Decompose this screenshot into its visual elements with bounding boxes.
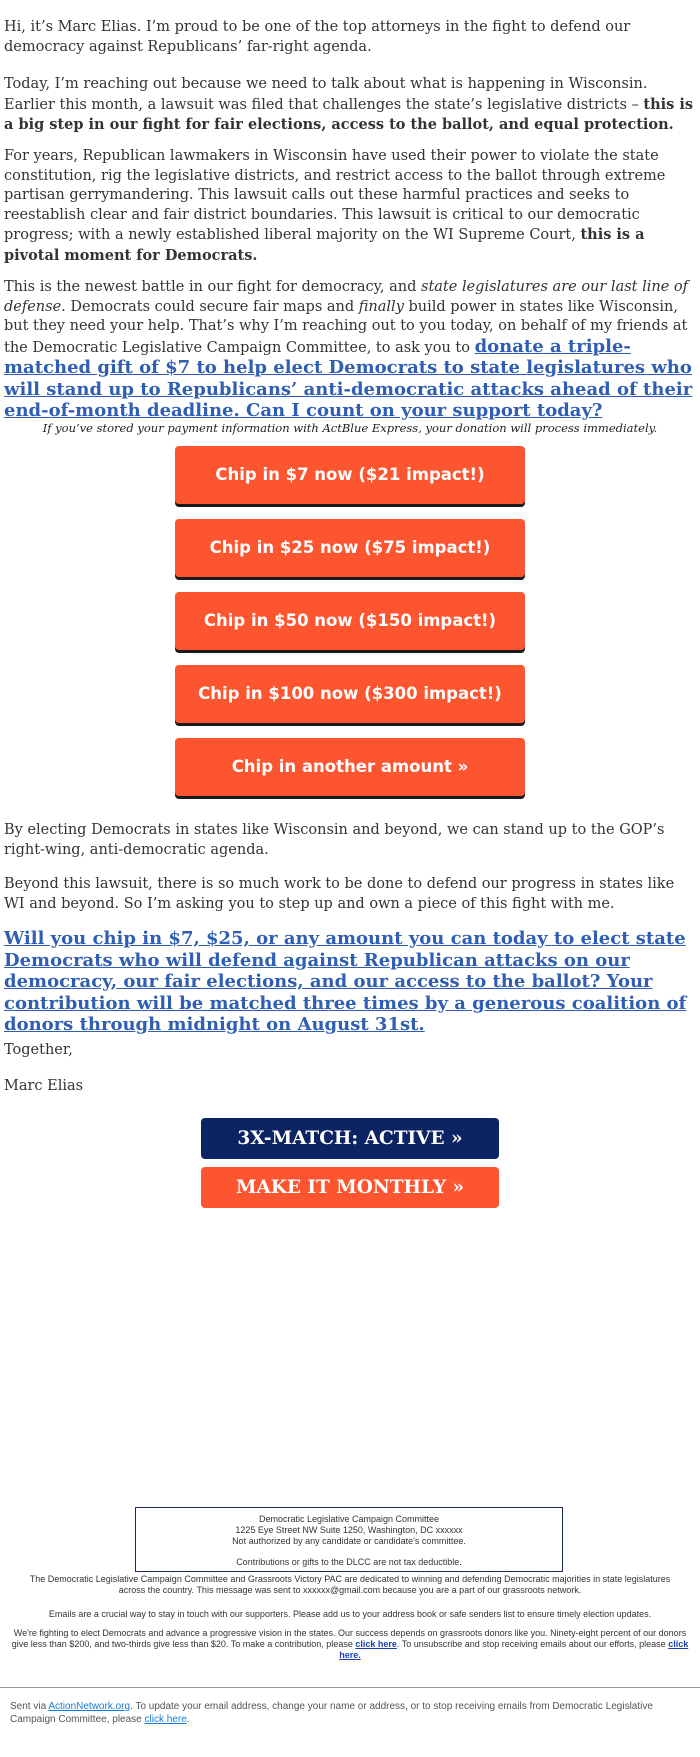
chip-50-button[interactable]: Chip in $50 now ($150 impact!) — [175, 592, 525, 650]
gerrymandering-text: For years, Republican lawmakers in Wisconsin have used their power to violate the state constitution, rig the legislative districts, and restrict access to the ballot through extreme partisan gerrymandering. This lawsuit calls out these harmful practices and seeks to reestablish clear and fair district boundaries. This lawsuit is critical to our democratic progress; with a newly established liberal majority on the WI Supreme Court, — [4, 148, 666, 243]
chip-100-button[interactable]: Chip in $100 now ($300 impact!) — [175, 665, 525, 723]
gerrymandering-paragraph — [4, 147, 694, 266]
sent-via-notice — [10, 1700, 680, 1726]
disclaimer-box — [135, 1507, 563, 1572]
lawsuit-text: Today, I’m reaching out because we need to talk about what is happening in Wisconsin. Earlier this month, a lawsuit was filed that challenges the state’s legislative districts – — [4, 76, 648, 113]
fighting-text: We're fighting to elect Democrats and advance a progressive vision in the states. Our success depends on grassroots donors like you. Ninety-eight percent of our donors give less than $200, and two-thirds give less than $20. To make a contribution, please — [11, 1628, 687, 1649]
last-line-of-defense: state legislatures are our last line of defense — [4, 279, 688, 315]
chip-7-button[interactable]: Chip in $7 now ($21 impact!) — [175, 446, 525, 504]
update-preferences-link[interactable]: click here — [144, 1714, 187, 1725]
mission-statement: The Democratic Legislative Campaign Committee and Grassroots Victory PAC are dedicated to winning and defending Democratic majorities in state legislatures across the country. This message was sent to xxxxxx@gmail.com because you are a part of our grassroots network. — [29, 1574, 671, 1595]
footer-divider — [0, 1687, 700, 1688]
lawsuit-paragraph — [4, 75, 694, 136]
unsubscribe-link[interactable]: click here. — [339, 1639, 689, 1660]
org-name: Democratic Legislative Campaign Committee — [258, 1514, 440, 1524]
closing: Together, — [4, 1042, 73, 1058]
sent-via-text: Sent via — [10, 1701, 49, 1712]
ask-paragraph — [4, 278, 694, 423]
electing-paragraph: By electing Democrats in states like Wisconsin and beyond, we can stand up to the GOP’s right-wing, anti-democratic agenda. — [4, 822, 665, 858]
donate-link[interactable]: donate a triple-matched gift of $7 to help elect Democrats to state legislatures who will stand up to Republicans’ anti-democratic attacks ahead of their end-of-month deadline. Can I count on your support today? — [4, 335, 693, 421]
chip-in-paragraph — [4, 929, 694, 1037]
sent-period: . — [186, 1714, 190, 1725]
lawsuit-emphasis: this is a big step in our fight for fair elections, access to the ballot, and equal protection. — [4, 95, 694, 133]
actionnetwork-link[interactable]: ActionNetwork.org — [48, 1701, 131, 1712]
chip-in-link[interactable]: Will you chip in $7, $25, or any amount you can today to elect state Democrats who will defend against Republican attacks on our democracy, our fair elections, and our access to the ballot? Your contribution will be matched three times by a generous coalition of donors through midnight on August 31st. — [4, 928, 687, 1035]
update-email-text: . To update your email address, change your name or address, or to stop receiving emails from Democratic Legislative Campaign Committee, please — [10, 1701, 653, 1725]
make-it-monthly-button[interactable]: MAKE IT MONTHLY » — [201, 1167, 499, 1208]
finally-emphasis: finally — [358, 298, 404, 315]
actblue-express-note: If you’ve stored your payment information with ActBlue Express, your donation will process immediately. — [42, 421, 658, 435]
ask-text-2: . Democrats could secure fair maps and — [61, 298, 359, 315]
signature: Marc Elias — [4, 1078, 84, 1094]
chip-other-amount-button[interactable]: Chip in another amount » — [175, 738, 525, 796]
intro-paragraph: Hi, it’s Marc Elias. I’m proud to be one of the top attorneys in the fight to defend our democracy against Republicans’ far-right agenda. — [4, 19, 631, 55]
match-active-button[interactable]: 3X-MATCH: ACTIVE » — [201, 1118, 499, 1159]
contribute-link[interactable]: click here — [355, 1639, 397, 1649]
safe-senders-note: Emails are a crucial way to stay in touch with our supporters. Please add us to your address book or safe senders list to ensure timely election updates. — [48, 1609, 652, 1619]
contribution-note — [0, 1628, 700, 1661]
org-address: 1225 Eye Street NW Suite 1250, Washington, DC xxxxxx — [235, 1525, 463, 1535]
pivotal-moment-emphasis: this is a pivotal moment for Democrats. — [4, 226, 645, 264]
ask-text-1: This is the newest battle in our fight for democracy, and — [4, 279, 422, 295]
authorization-notice: Not authorized by any candidate or candidate's committee. — [232, 1536, 466, 1546]
tax-notice: Contributions or gifts to the DLCC are not tax deductible. — [236, 1557, 462, 1567]
chip-25-button[interactable]: Chip in $25 now ($75 impact!) — [175, 519, 525, 577]
ask-text-3: build power in states like Wisconsin, but they need your help. That’s why I’m reaching out to you today, on behalf of my friends at the Democratic Legislative Campaign Committee, to ask you to — [4, 298, 688, 356]
unsubscribe-text: . To unsubscribe and stop receiving emails about our efforts, please — [396, 1639, 669, 1649]
beyond-paragraph: Beyond this lawsuit, there is so much work to be done to defend our progress in states like WI and beyond. So I’m asking you to step up and own a piece of this fight with me. — [4, 876, 675, 912]
